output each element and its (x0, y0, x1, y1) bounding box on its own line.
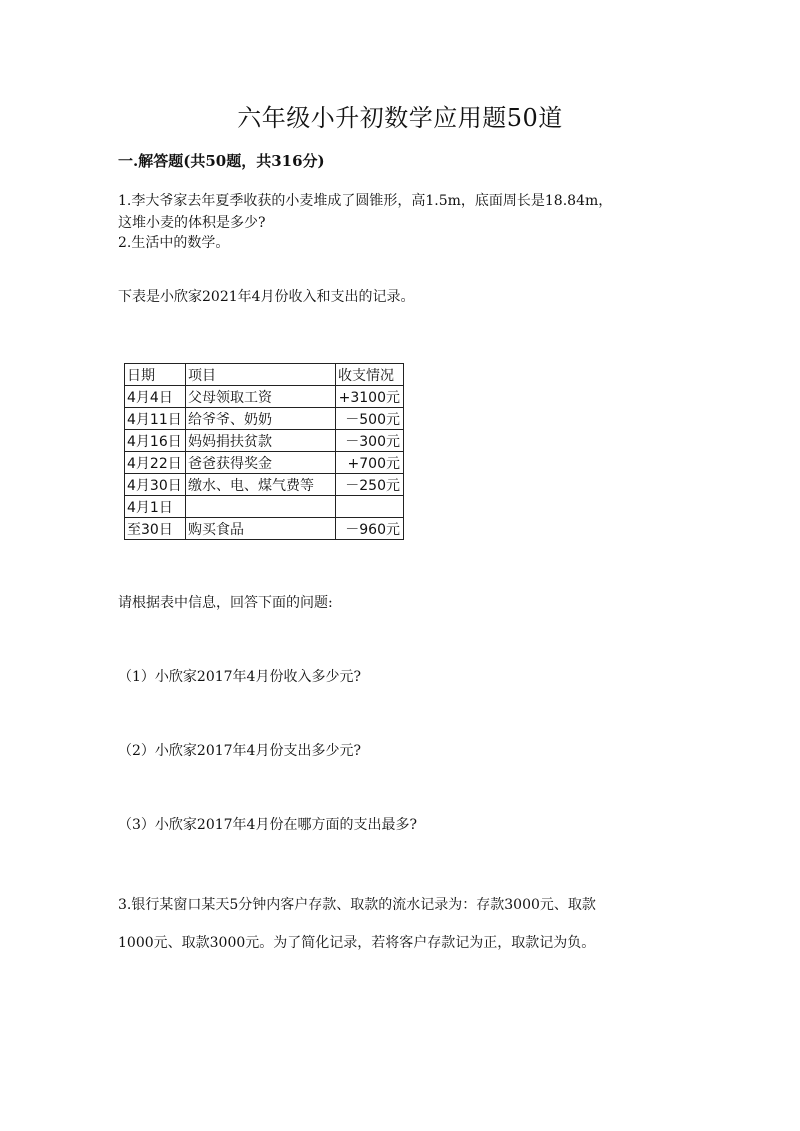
cell-amount: －300元 (336, 430, 404, 452)
question-3-line-2: 1000元、取款3000元。为了简化记录，若将客户存款记为正，取款记为负。 (118, 935, 596, 951)
page-title: 六年级小升初数学应用题50道 (237, 104, 563, 132)
table-row (125, 430, 404, 452)
cell-amount: －960元 (336, 518, 404, 540)
table-row (125, 496, 404, 518)
cell-item: 父母领取工资 (186, 386, 336, 408)
question-3-line-1: 3.银行某窗口某天5分钟内客户存款、取款的流水记录为：存款3000元、取款 (118, 897, 596, 913)
cell-item: 缴水、电、煤气费等 (186, 474, 336, 496)
cell-date: 4月22日 (125, 452, 186, 474)
cell-item: 给爷爷、奶奶 (186, 408, 336, 430)
table-row (125, 408, 404, 430)
cell-amount (336, 496, 404, 518)
cell-amount: +700元 (336, 452, 404, 474)
header-amount: 收支情况 (336, 364, 404, 386)
cell-date: 4月30日 (125, 474, 186, 496)
header-item: 项目 (186, 364, 336, 386)
cell-amount: －500元 (336, 408, 404, 430)
table-row (125, 474, 404, 496)
cell-amount: －250元 (336, 474, 404, 496)
cell-item (186, 496, 336, 518)
cell-item: 购买食品 (186, 518, 336, 540)
cell-item: 妈妈捐扶贫款 (186, 430, 336, 452)
table-row (125, 452, 404, 474)
income-expense-table (124, 363, 404, 540)
table-header-row (125, 364, 404, 386)
question-2-heading: 2.生活中的数学。 (118, 235, 230, 251)
question-1-line-1: 1.李大爷家去年夏季收获的小麦堆成了圆锥形，高1.5m，底面周长是18.84m， (118, 193, 613, 209)
cell-date: 至30日 (125, 518, 186, 540)
cell-date: 4月11日 (125, 408, 186, 430)
cell-date: 4月1日 (125, 496, 186, 518)
table-row (125, 386, 404, 408)
question-2-sub-3: （3）小欣家2017年4月份在哪方面的支出最多? (118, 817, 417, 833)
cell-date: 4月16日 (125, 430, 186, 452)
question-2-prompt: 请根据表中信息，回答下面的问题: (118, 595, 333, 611)
cell-item: 爸爸获得奖金 (186, 452, 336, 474)
cell-amount: +3100元 (336, 386, 404, 408)
question-2-sub-1: （1）小欣家2017年4月份收入多少元? (118, 669, 361, 685)
question-1-line-2: 这堆小麦的体积是多少? (118, 215, 266, 231)
table-row (125, 518, 404, 540)
question-2-sub-2: （2）小欣家2017年4月份支出多少元? (118, 743, 361, 759)
header-date: 日期 (125, 364, 186, 386)
cell-date: 4月4日 (125, 386, 186, 408)
section-heading: 一.解答题(共50题，共316分) (118, 152, 325, 170)
question-2-intro: 下表是小欣家2021年4月份收入和支出的记录。 (118, 289, 415, 305)
